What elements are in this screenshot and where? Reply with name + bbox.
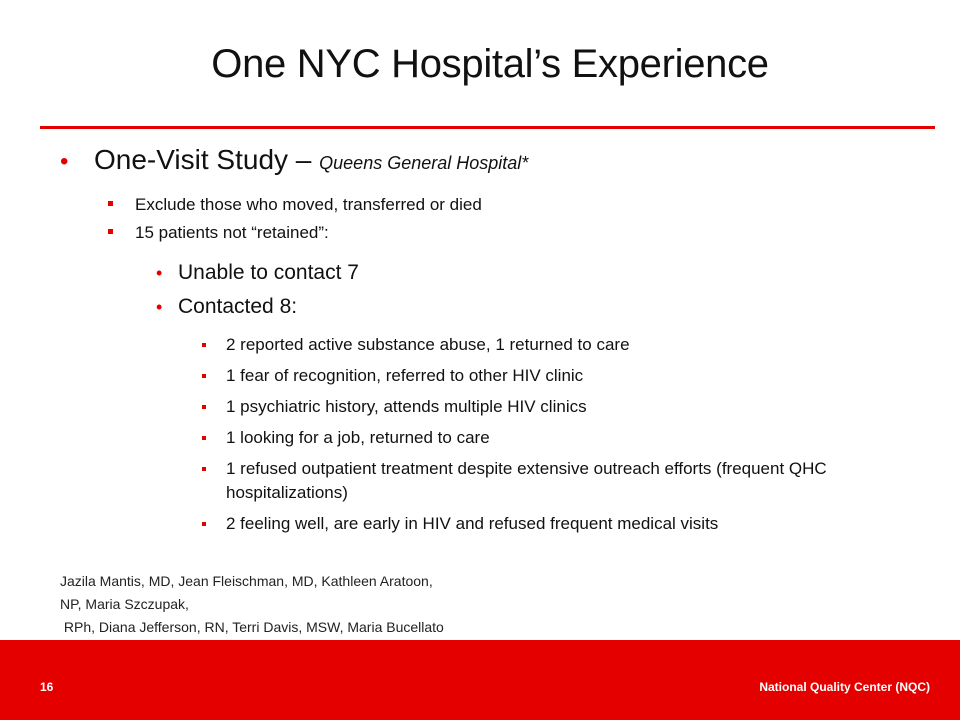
square-bullet-icon [202, 343, 206, 347]
detail-item [202, 426, 866, 450]
page-number: 16 [40, 680, 54, 694]
bullet-icon: • [60, 148, 69, 175]
detail-item-text: 2 feeling well, are early in HIV and refused frequent medical visits [226, 514, 719, 533]
slide-title: One NYC Hospital’s Experience [211, 42, 769, 86]
study-heading: One-Visit Study – [94, 144, 320, 175]
detail-item-text: 1 looking for a job, returned to care [226, 428, 490, 447]
sub-list-item-text: Contacted 8: [178, 295, 298, 318]
square-bullet-icon [202, 374, 206, 378]
bullet-icon: • [156, 297, 163, 317]
detail-item [202, 333, 866, 357]
square-bullet-icon [202, 467, 206, 471]
list-item [108, 195, 482, 215]
title-divider [40, 126, 935, 129]
organization-name: National Quality Center (NQC) [759, 680, 930, 694]
sub-list-item [156, 295, 297, 319]
detail-item [202, 395, 866, 419]
detail-item-text: 2 reported active substance abuse, 1 returned to care [226, 335, 630, 354]
detail-item-text: 1 psychiatric history, attends multiple HIV clinics [226, 397, 587, 416]
detail-item [202, 364, 866, 388]
square-bullet-icon [202, 436, 206, 440]
list-item-text: Exclude those who moved, transferred or died [135, 195, 482, 214]
square-bullet-icon [108, 229, 113, 234]
citation-line: Jazila Mantis, MD, Jean Fleischman, MD, Kathleen Aratoon, NP, Maria Szczupak, [60, 573, 433, 612]
footer-bar [0, 640, 960, 720]
bullet-icon: • [156, 263, 163, 283]
square-bullet-icon [202, 522, 206, 526]
detail-item-text: 1 refused outpatient treatment despite extensive outreach efforts (frequent QHC hospitalizations) [226, 459, 827, 502]
list-item [108, 223, 329, 243]
citation [60, 570, 444, 639]
main-bullet [60, 144, 528, 176]
square-bullet-icon [108, 201, 113, 206]
detail-item [202, 512, 866, 536]
study-hospital: Queens General Hospital* [319, 153, 529, 173]
list-item-text: 15 patients not “retained”: [135, 223, 329, 242]
square-bullet-icon [202, 405, 206, 409]
detail-item [202, 457, 866, 505]
citation-line: RPh, Diana Jefferson, RN, Terri Davis, MSW, Maria Bucellato [60, 619, 444, 635]
sub-list-item [156, 261, 359, 285]
detail-item-text: 1 fear of recognition, referred to other HIV clinic [226, 366, 584, 385]
sub-list-item-text: Unable to contact 7 [178, 261, 359, 284]
